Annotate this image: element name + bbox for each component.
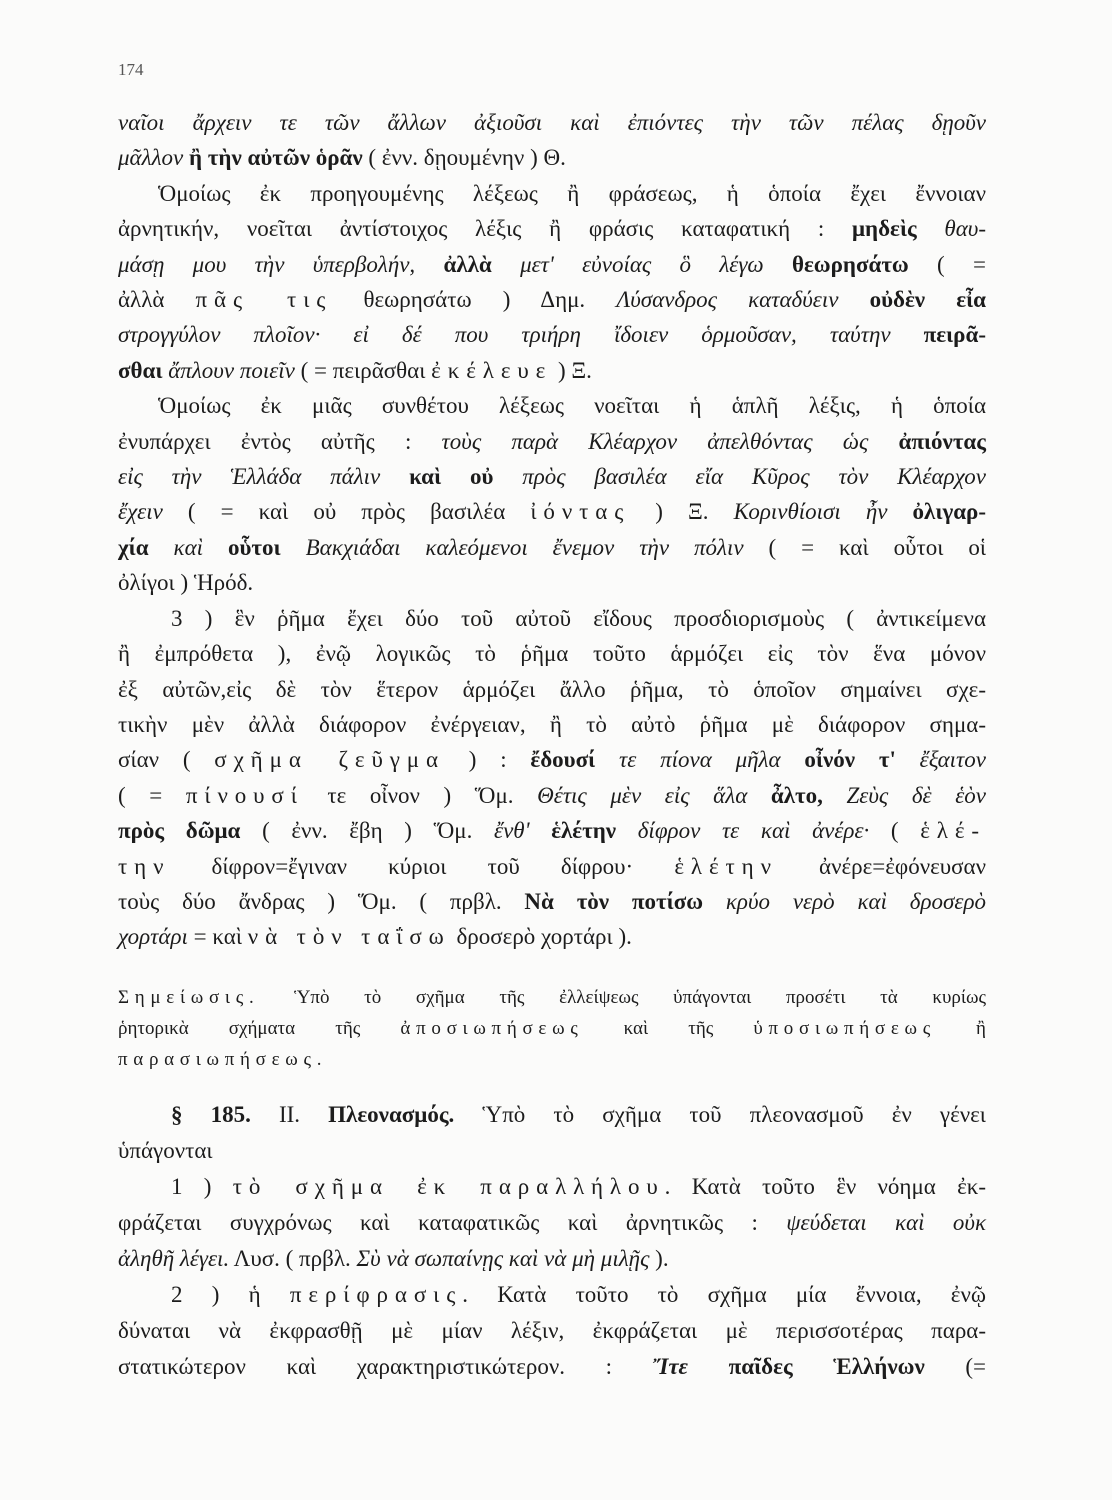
text-run-bold: § 185. <box>171 1102 251 1127</box>
text-run-italic: Κορινθίοισι ἦν <box>733 499 913 525</box>
note-line <box>118 1013 986 1044</box>
text-run-roman: ἀλλὰ <box>118 287 196 313</box>
text-run-roman: II. <box>250 1102 329 1127</box>
text-line <box>118 424 986 459</box>
text-line <box>118 565 986 600</box>
text-run-spaced: ἑλέ- <box>920 818 986 844</box>
text-run-roman: σίαν ( <box>118 747 215 773</box>
remark-note <box>118 982 986 1075</box>
text-run-bold: οἶνόν τ' <box>804 747 896 773</box>
text-line <box>118 849 986 884</box>
text-run-italic: Βακχιάδαι καλεόμενοι ἔνεμον τὴν πόλιν <box>280 534 744 560</box>
text-run-bold: ἢ τὴν αὐτῶν ὁρᾶν <box>189 145 363 171</box>
line-content <box>118 358 592 383</box>
text-run-spaced: πᾶς τις <box>195 287 333 313</box>
line-content <box>118 252 986 277</box>
text-line <box>118 494 986 529</box>
line-content <box>158 393 986 418</box>
text-run-bold: χία <box>118 534 149 560</box>
text-run-italic: ἔξαιτον <box>895 747 986 773</box>
line-content <box>171 1102 986 1127</box>
line-content <box>171 606 986 631</box>
text-line <box>118 707 986 742</box>
text-line <box>118 353 986 388</box>
text-run-spaced: πίνουσί <box>185 782 304 808</box>
text-run-bold: οὐδὲν εἶα <box>869 287 986 313</box>
main-text <box>118 105 986 955</box>
text-run-italic: ψεύδεται καὶ οὐκ <box>786 1210 987 1235</box>
text-run-roman: ) Ξ. <box>630 499 734 525</box>
line-content <box>118 1049 321 1070</box>
text-run-roman: ( <box>869 818 921 844</box>
text-run-spaced: ὑποσιωπήσεως <box>753 1018 936 1039</box>
text-run-bold: Πλεονασμός. <box>328 1102 455 1127</box>
line-content <box>171 1174 986 1199</box>
text-run-roman: τε οἶνον ) Ὅμ. <box>303 782 538 808</box>
text-line <box>118 1205 986 1241</box>
page-number: 174 <box>118 60 144 79</box>
line-content <box>118 747 986 772</box>
text-line <box>118 1241 986 1277</box>
note-line <box>118 982 986 1013</box>
text-run-spaced: την <box>118 853 171 879</box>
line-content <box>118 987 986 1008</box>
text-run-roman: = καὶ <box>187 924 248 950</box>
text-run-bold: Νὰ τὸν ποτίσω <box>524 888 704 914</box>
text-line <box>118 247 986 282</box>
line-content <box>118 783 986 808</box>
text-run-italic: τοὺς παρὰ Κλέαρχον ἀπελθόντας ὡς <box>441 428 899 454</box>
text-line <box>118 459 986 494</box>
text-run-italic: μετ' εὐνοίας ὃ λέγω <box>491 251 792 277</box>
text-run-roman: τικὴν μὲν ἀλλὰ διάφορον ἐνέργειαν, ἢ τὸ αὐτὸ ῥῆμα μὲ διάφορον σημα- <box>118 711 986 737</box>
text-run-roman: ἀνέρε=ἐφόνευσαν <box>777 853 986 879</box>
line-content <box>158 181 986 206</box>
text-run-roman: ). <box>649 1246 669 1271</box>
text-run-bold: καὶ οὐ <box>409 464 494 490</box>
line-content <box>118 818 986 843</box>
text-run-bold: ἔδουσί <box>530 747 596 773</box>
text-run-roman: (= <box>924 1354 986 1379</box>
text-run-bold: ἀλλὰ <box>443 251 492 277</box>
text-run-roman: . <box>316 1049 322 1070</box>
text-run-roman: στατικώτερον καὶ χαρακτηριστικώτερον. : <box>118 1354 653 1379</box>
text-run-roman: ( = <box>908 251 986 277</box>
text-run-spaced: παρασιωπήσεως <box>118 1049 317 1070</box>
text-run-bold: ὀλιγαρ- <box>912 499 987 525</box>
text-run-italic: χορτάρι <box>118 924 188 950</box>
text-line <box>118 176 986 211</box>
text-run-italic: Ζεὺς δὲ ἑὸν <box>822 782 986 808</box>
text-line <box>118 105 986 140</box>
text-run-italic: μάσῃ μου τὴν ὑπερβολήν, <box>118 251 444 277</box>
text-line <box>118 317 986 352</box>
text-run-italic: ναῖοι ἄρχειν τε τῶν ἄλλων ἀξιοῦσι καὶ ἐπιόντες τὴν τῶν πέλας δῃοῦν <box>118 110 986 135</box>
text-line <box>118 1133 986 1169</box>
text-run-roman: ( = πειρᾶσθαι <box>294 357 432 383</box>
line-content <box>118 216 986 241</box>
text-run-bold: παῖδες Ἑλλήνων <box>687 1354 925 1379</box>
text-run-italic: Σὺ νὰ σωπαίνῃς καὶ νὰ μὴ μιλῇς <box>356 1246 650 1271</box>
text-run-roman: δίφρον=ἔγιναν κύριοι τοῦ δίφρου· <box>170 853 675 879</box>
line-content <box>118 322 986 347</box>
text-line <box>118 1169 986 1205</box>
text-run-roman: δροσερὸ χορτάρι ). <box>450 924 632 950</box>
text-run-roman: ( = καὶ οὐ πρὸς βασιλέα <box>162 499 531 525</box>
text-run-roman: ἢ <box>935 1018 986 1039</box>
text-line <box>118 636 986 671</box>
text-line <box>118 1313 986 1349</box>
text-run-italic: Λύσανδρος καταδύειν <box>616 287 870 313</box>
text-run-spaced: Σημείωσις. <box>118 987 260 1008</box>
text-line <box>118 884 986 919</box>
text-run-roman: ( = καὶ οὗτοι οἱ <box>743 534 987 560</box>
text-run-spaced: ἀποσιωπήσεως <box>400 1018 584 1039</box>
text-run-italic: Θέτις μὲν εἰς ἅλα <box>537 782 771 808</box>
line-content <box>118 1018 986 1039</box>
text-run-bold: σθαι <box>118 357 163 383</box>
line-content <box>118 287 986 312</box>
text-run-roman: ἐνυπάρχει ἐντὸς αὐτῆς : <box>118 428 442 454</box>
text-run-italic: δίφρον τε καὶ ἀνέρε· <box>616 818 870 844</box>
note-line <box>118 1044 986 1075</box>
text-run-roman: Ὑπὸ τὸ σχῆμα τοῦ πλεονασμοῦ ἐν γένει <box>454 1102 986 1127</box>
text-run-italic: ἄπλουν ποιεῖν <box>162 357 295 383</box>
text-run-roman: 3 ) ἓν ῥῆμα ἔχει δύο τοῦ αὐτοῦ εἴδους προσδιορισμοὺς ( ἀντικείμενα <box>171 605 986 631</box>
line-content <box>118 1138 213 1163</box>
line-content <box>118 677 986 702</box>
text-line <box>118 282 986 317</box>
line-content <box>118 570 253 595</box>
text-run-roman: ὀλίγοι ) Ἡρόδ. <box>118 570 254 596</box>
text-line <box>118 530 986 565</box>
text-run-roman: ) : <box>444 747 531 773</box>
text-run-italic: τε πίονα μῆλα <box>595 747 805 773</box>
line-content <box>118 889 986 914</box>
text-run-roman: . Κατὰ τοῦτο τὸ σχῆμα μία ἔννοια, ἐνῷ <box>462 1282 986 1307</box>
text-run-italic: κρύο νερὸ καὶ δροσερὸ <box>703 888 986 914</box>
text-line <box>118 742 986 777</box>
text-run-italic: θαυ- <box>916 216 987 242</box>
text-run-roman: τοὺς δύο ἄνδρας ) Ὅμ. ( πρβλ. <box>118 888 525 914</box>
text-run-spaced: ἑλέτην <box>674 853 778 879</box>
text-run-roman: δύναται νὰ ἐκφρασθῇ μὲ μίαν λέξιν, ἐκφράζεται μὲ περισσοτέρας παρα- <box>118 1318 986 1343</box>
text-line <box>118 813 986 848</box>
text-run-spaced: περίφρασις <box>289 1282 463 1307</box>
line-content <box>118 712 986 737</box>
section-heading-line <box>118 1097 986 1133</box>
text-run-roman: Ὁμοίως ἐκ προηγουμένης λέξεως ἢ φράσεως, ἡ ὁποία ἔχει ἔννοιαν <box>158 180 986 206</box>
text-run-italic: πρὸς βασιλέα εἴα Κῦρος τὸν Κλέαρχον <box>493 464 987 490</box>
text-run-roman: ῥητορικὰ σχήματα τῆς <box>118 1018 401 1039</box>
text-run-roman: ) Ξ. <box>552 357 592 383</box>
text-run-bold: οὗτοι <box>227 534 281 560</box>
line-content <box>118 464 986 489</box>
text-run-bold: θεωρησάτω <box>791 251 909 277</box>
text-run-roman: ( ἐνν. ἔβη ) Ὅμ. <box>240 818 495 844</box>
line-content <box>118 1246 669 1271</box>
text-run-spaced: ἐκέλευε <box>431 357 553 383</box>
text-line <box>118 672 986 707</box>
text-run-roman: καὶ τῆς <box>583 1018 754 1039</box>
text-run-bold: πειρᾶ- <box>923 322 986 348</box>
text-run-roman: ( ἐνν. δῃουμένην ) Θ. <box>362 145 566 171</box>
text-run-roman: 1 ) <box>171 1174 233 1199</box>
line-content <box>118 429 986 454</box>
text-run-bold-italic: Ἴτε <box>652 1354 688 1379</box>
text-run-roman: Ὁμοίως ἐκ μιᾶς συνθέτου λέξεως νοεῖται ἡ ἁπλῆ λέξις, ἡ ὁποία <box>158 393 986 419</box>
text-line <box>118 1277 986 1313</box>
line-content <box>118 1210 986 1235</box>
line-content <box>118 924 632 949</box>
text-run-italic: στρογγύλον πλοῖον· εἰ δέ που τριήρη ἴδοιεν ὁρμοῦσαν, ταύτην <box>118 322 924 348</box>
line-content <box>118 1318 986 1343</box>
line-content <box>118 641 986 666</box>
text-run-bold: πρὸς δῶμα <box>118 818 241 844</box>
text-run-roman: 2 ) ἡ <box>171 1282 290 1307</box>
line-content <box>118 1354 986 1379</box>
text-line <box>118 919 986 954</box>
text-run-roman: ὑπάγονται <box>118 1138 213 1163</box>
text-run-spaced: τὸ σχῆμα ἐκ παραλλήλου <box>232 1174 665 1199</box>
line-content <box>118 535 986 560</box>
text-line <box>118 601 986 636</box>
line-content <box>118 499 986 524</box>
text-run-italic: ἔνθ' <box>494 818 552 844</box>
line-content <box>118 854 986 879</box>
text-run-italic: ἀληθῆ λέγει. <box>118 1246 230 1271</box>
text-run-bold: μηδεὶς <box>852 216 917 242</box>
text-run-spaced: νὰ τὸν ταΐσω <box>247 924 451 950</box>
text-line <box>118 211 986 246</box>
text-run-roman: Ὑπὸ τὸ σχῆμα τῆς ἐλλείψεως ὑπάγονται προσέτι τὰ κυρίως <box>259 987 986 1008</box>
text-run-roman: Λυσ. ( πρβλ. <box>229 1246 357 1271</box>
text-run-spaced: σχῆμα ζεῦγμα <box>214 747 445 773</box>
text-run-roman: θεωρησάτω ) Δημ. <box>332 287 617 313</box>
text-run-roman: ( = <box>118 782 186 808</box>
text-run-roman: ἢ ἐμπρόθετα ), ἐνῷ λογικῶς τὸ ῥῆμα τοῦτο ἁρμόζει εἰς τὸν ἕνα μόνον <box>118 641 986 667</box>
line-content <box>171 1282 986 1307</box>
text-line <box>118 778 986 813</box>
text-run-italic: καὶ <box>148 534 228 560</box>
text-run-italic: μᾶλλον <box>118 145 189 171</box>
text-line <box>118 140 986 175</box>
text-run-roman: ἐξ αὐτῶν,εἰς δὲ τὸν ἕτερον ἁρμόζει ἄλλο ῥῆμα, τὸ ὁποῖον σημαίνει σχε- <box>118 676 986 702</box>
text-run-italic: ἔχειν <box>118 499 163 525</box>
text-run-roman: . Κατὰ τοῦτο ἓν νόημα ἐκ- <box>664 1174 986 1199</box>
text-line <box>118 388 986 423</box>
text-run-italic: εἰς τὴν Ἑλλάδα πάλιν <box>118 464 410 490</box>
text-run-bold: ἆλτο, <box>770 782 823 808</box>
line-content <box>118 110 986 135</box>
text-run-roman: ἀρνητικήν, νοεῖται ἀντίστοιχος λέξις ἢ φράσις καταφατική : <box>118 216 852 242</box>
text-line <box>118 1349 986 1385</box>
section-185-pleonasmos <box>118 1097 986 1385</box>
text-run-bold: ἀπιόντας <box>898 428 986 454</box>
text-run-bold: ἑλέτην <box>551 818 617 844</box>
line-content <box>118 145 566 170</box>
text-run-spaced: ἰόντας <box>530 499 631 525</box>
text-run-roman: φράζεται συγχρόνως καὶ καταφατικῶς καὶ ἀρνητικῶς : <box>118 1210 787 1235</box>
